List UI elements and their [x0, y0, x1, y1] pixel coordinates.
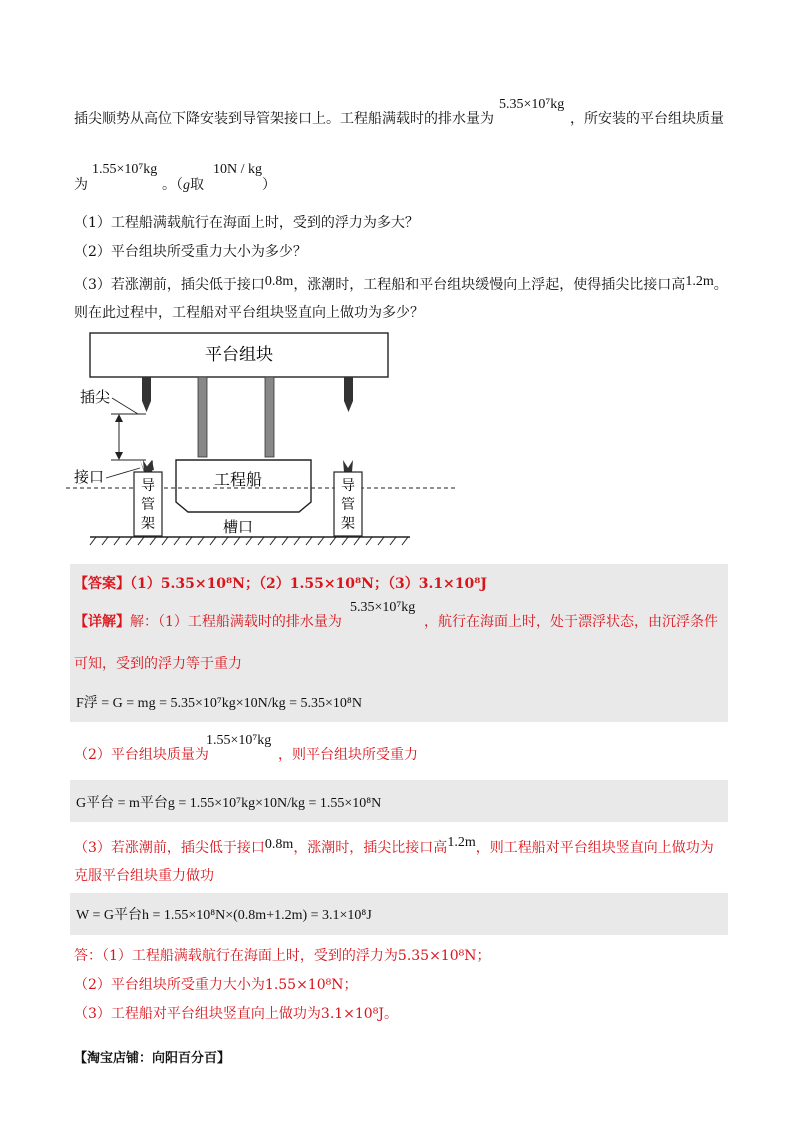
detail-line-1: 【详解】解：（1）工程船满载时的排水量为	[74, 614, 342, 630]
detail-part-3: （3）若涨潮前，插尖低于接口0.8m，涨潮时，插尖比接口高1.2m，则工程船对平台组块竖直向上做功为	[74, 835, 714, 856]
left-pin-tip	[142, 401, 151, 412]
svg-text:导: 导	[141, 478, 155, 494]
right-pin	[344, 377, 353, 401]
intro-line-1	[74, 109, 494, 129]
question-3-line-2: 则在此过程中，工程船对平台组块竖直向上做功为多少？	[74, 305, 424, 321]
detail-line-1-tail: ，航行在海面上时，处于漂浮状态，由沉浮条件	[424, 614, 718, 630]
left-pin	[142, 377, 151, 401]
detail-line-2: 可知，受到的浮力等于重力	[74, 656, 242, 672]
svg-text:导: 导	[341, 478, 355, 494]
ship-label: 工程船	[213, 470, 263, 489]
intro-mass-value: 5.35×10⁷kg	[499, 97, 565, 112]
intro-text: 插尖顺势从高位下降安装到导管架接口上。工程船满载时的排水量为	[74, 111, 494, 127]
intro-line-2-end: ）	[262, 177, 276, 193]
g-value: 10N / kg	[213, 162, 262, 177]
support-leg-right	[265, 377, 274, 457]
right-pin-tip	[344, 401, 353, 412]
slot-label: 槽口	[222, 518, 254, 536]
answer-text: （1）5.35×10⁸N；（2）1.55×10⁸N；（3）3.1×10⁸J	[130, 576, 488, 592]
g-symbol: g	[183, 178, 190, 193]
pin-label: 插尖	[80, 388, 111, 406]
answer-line	[74, 574, 487, 594]
detail-label: 【详解】	[74, 614, 130, 630]
svg-text:管: 管	[341, 497, 355, 513]
question-2: （2）平台组块所受重力大小为多少？	[74, 244, 307, 260]
detail-part-2: （2）平台组块质量为	[74, 747, 209, 763]
final-answer-3: （3）工程船对平台组块竖直向上做功为3.1×10⁸J。	[74, 1006, 398, 1022]
intro-platform-mass: 1.55×10⁷kg	[92, 162, 158, 177]
answer-label: 【答案】	[74, 576, 130, 592]
platform-diagram	[66, 330, 456, 550]
question-3: （3）若涨潮前，插尖低于接口0.8m，涨潮时，工程船和平台组块缓慢向上浮起，使得插尖比接口高1.2m。	[74, 274, 728, 293]
interface-label: 接口	[74, 468, 105, 486]
formula-work: W = G平台h = 1.55×10⁸N×(0.8m+1.2m) = 3.1×10⁸J	[76, 908, 372, 923]
svg-text:管: 管	[141, 497, 155, 513]
detail-platform-mass: 1.55×10⁷kg	[206, 733, 272, 748]
support-leg-left	[198, 377, 207, 457]
detail-part-3-line-2: 克服平台组块重力做功	[74, 868, 214, 884]
intro-tail: ，所安装的平台组块质量	[570, 111, 724, 127]
formula-buoyancy: F浮 = G = mg = 5.35×10⁷kg×10N/kg = 5.35×10⁸N	[76, 696, 362, 711]
detail-mass-value: 5.35×10⁷kg	[350, 600, 416, 615]
final-answer-1: 答：（1）工程船满载航行在海面上时，受到的浮力为5.35×10⁸N；	[74, 948, 491, 964]
svg-text:架: 架	[141, 516, 155, 532]
footer-shop: 【淘宝店铺：向阳百分百】	[74, 1051, 231, 1066]
detail-part-2-tail: ，则平台组块所受重力	[278, 747, 418, 763]
intro-line-2-prefix: 为	[74, 177, 88, 193]
question-1: （1）工程船满载航行在海面上时，受到的浮力为多大？	[74, 215, 419, 231]
platform-label: 平台组块	[205, 345, 273, 365]
final-answer-2: （2）平台组块所受重力大小为1.55×10⁸N；	[74, 977, 358, 993]
intro-line-2-mid: 。（g取	[162, 177, 204, 193]
svg-text:架: 架	[341, 516, 355, 532]
formula-gravity: G平台 = m平台g = 1.55×10⁷kg×10N/kg = 1.55×10⁸N	[76, 796, 382, 811]
